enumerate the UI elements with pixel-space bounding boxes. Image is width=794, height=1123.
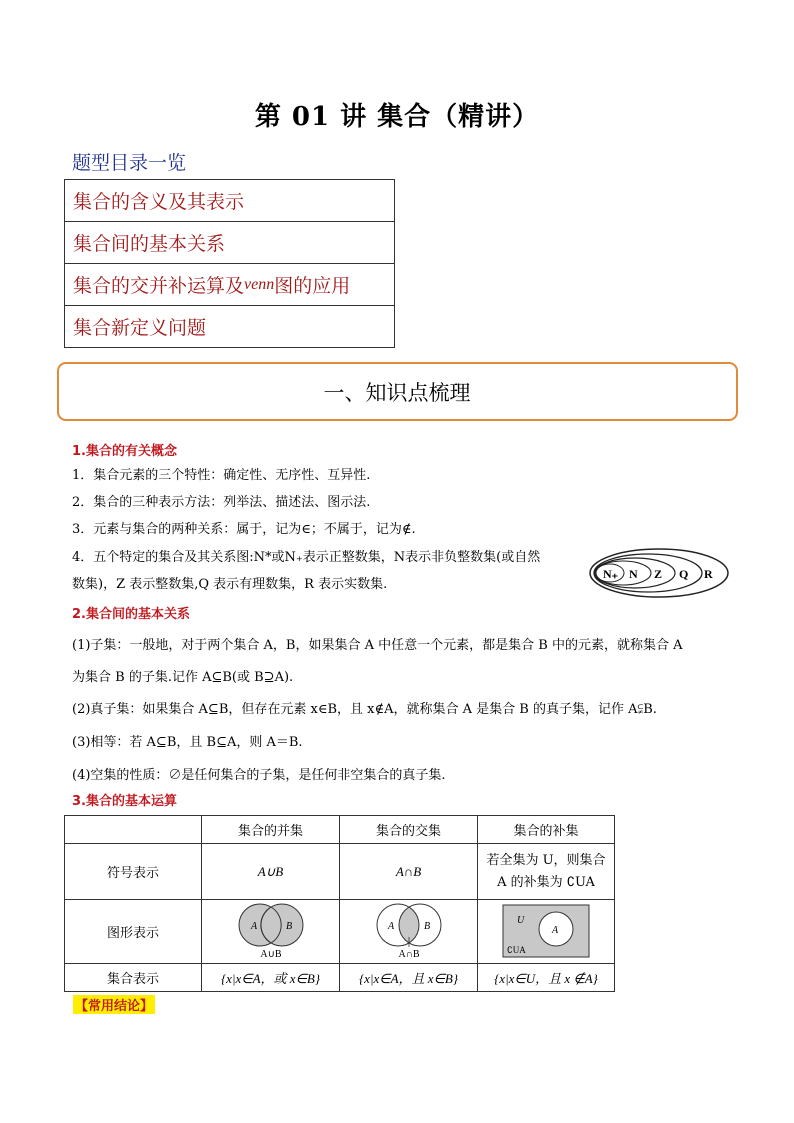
set-complement: {x|x∈U，且 x ∉A} xyxy=(478,964,615,992)
symbol-complement: 若全集为 U，则集合 A 的补集为 ∁UA xyxy=(478,844,615,900)
table-corner xyxy=(65,816,202,844)
col-header: 集合的交集 xyxy=(340,816,478,844)
relation-line: (3)相等：若 A⊆B，且 B⊆A，则 A＝B. xyxy=(72,735,303,750)
toc-label: 题型目录一览 xyxy=(72,152,187,174)
svg-text:A: A xyxy=(250,920,257,932)
svg-text:A∩B: A∩B xyxy=(397,948,420,959)
set-label-z: Z xyxy=(654,567,663,581)
concepts-heading: 1.集合的有关概念 xyxy=(72,444,177,459)
svg-text:A∪B: A∪B xyxy=(259,948,282,959)
venn-word: venn xyxy=(244,276,275,293)
row-label: 符号表示 xyxy=(65,844,202,900)
svg-text:B: B xyxy=(285,920,292,932)
svg-text:A: A xyxy=(387,920,394,932)
svg-text:U: U xyxy=(517,914,525,926)
concept-line: 3．元素与集合的两种关系：属于，记为∈；不属于，记为∉. xyxy=(72,522,416,537)
svg-text:∁UA: ∁UA xyxy=(507,944,526,955)
svg-text:B: B xyxy=(423,920,430,932)
toc-item[interactable]: 集合的交并补运算及venn图的应用 xyxy=(65,264,395,306)
set-label-n-plus: N₊ xyxy=(603,567,618,581)
toc-item[interactable]: 集合的含义及其表示 xyxy=(65,180,395,222)
set-union: {x|x∈A，或 x∈B} xyxy=(202,964,340,992)
operations-heading: 3.集合的基本运算 xyxy=(72,794,177,809)
symbol-union: A∪B xyxy=(202,844,340,900)
figure-intersection xyxy=(340,900,478,964)
set-label-q: Q xyxy=(679,567,689,581)
relation-line: (2)真子集：如果集合 A⊆B，但存在元素 x∈B，且 x∉A，就称集合 A 是集合 B 的真子集，记作 A⫋B. xyxy=(72,702,657,717)
row-label: 集合表示 xyxy=(65,964,202,992)
concept-line: 数集)，Z 表示整数集,Q 表示有理数集，R 表示实数集. xyxy=(72,577,388,592)
toc-table xyxy=(64,179,395,348)
figure-complement xyxy=(478,900,615,964)
venn-complement-figure xyxy=(501,901,591,959)
page-title: 第 01 讲 集合（精讲） xyxy=(254,102,540,132)
symbol-intersection: A∩B xyxy=(340,844,478,900)
set-intersection: {x|x∈A，且 x∈B} xyxy=(340,964,478,992)
venn-union-figure xyxy=(233,901,309,959)
relation-line: (1)子集：一般地，对于两个集合 A，B，如果集合 A 中任意一个元素，都是集合 B 中的元素，就称集合 A xyxy=(72,638,683,653)
svg-text:A: A xyxy=(552,924,559,936)
number-set-diagram xyxy=(588,547,730,599)
set-label-n: N xyxy=(629,567,638,581)
relation-line: (4)空集的性质：∅是任何集合的子集，是任何非空集合的真子集. xyxy=(72,768,446,783)
operations-table xyxy=(64,815,615,992)
relations-heading: 2.集合间的基本关系 xyxy=(72,607,190,622)
toc-item[interactable]: 集合间的基本关系 xyxy=(65,222,395,264)
section-title: 一、知识点梳理 xyxy=(323,381,471,405)
col-header: 集合的补集 xyxy=(478,816,615,844)
concept-line: 1．集合元素的三个特性：确定性、无序性、互异性. xyxy=(72,468,371,483)
concept-line: 4．五个特定的集合及其关系图:N*或N₊表示正整数集，N表示非负整数集(或自然 xyxy=(72,550,541,565)
row-label: 图形表示 xyxy=(65,900,202,964)
concept-line: 2．集合的三种表示方法：列举法、描述法、图示法. xyxy=(72,495,371,510)
toc-item[interactable]: 集合新定义问题 xyxy=(65,306,395,348)
col-header: 集合的并集 xyxy=(202,816,340,844)
venn-intersection-figure xyxy=(371,901,447,959)
figure-union xyxy=(202,900,340,964)
relation-line: 为集合 B 的子集.记作 A⊆B(或 B⊇A). xyxy=(72,670,294,685)
conclusion-tag: 【常用结论】 xyxy=(73,995,155,1014)
set-label-r: R xyxy=(704,567,713,581)
